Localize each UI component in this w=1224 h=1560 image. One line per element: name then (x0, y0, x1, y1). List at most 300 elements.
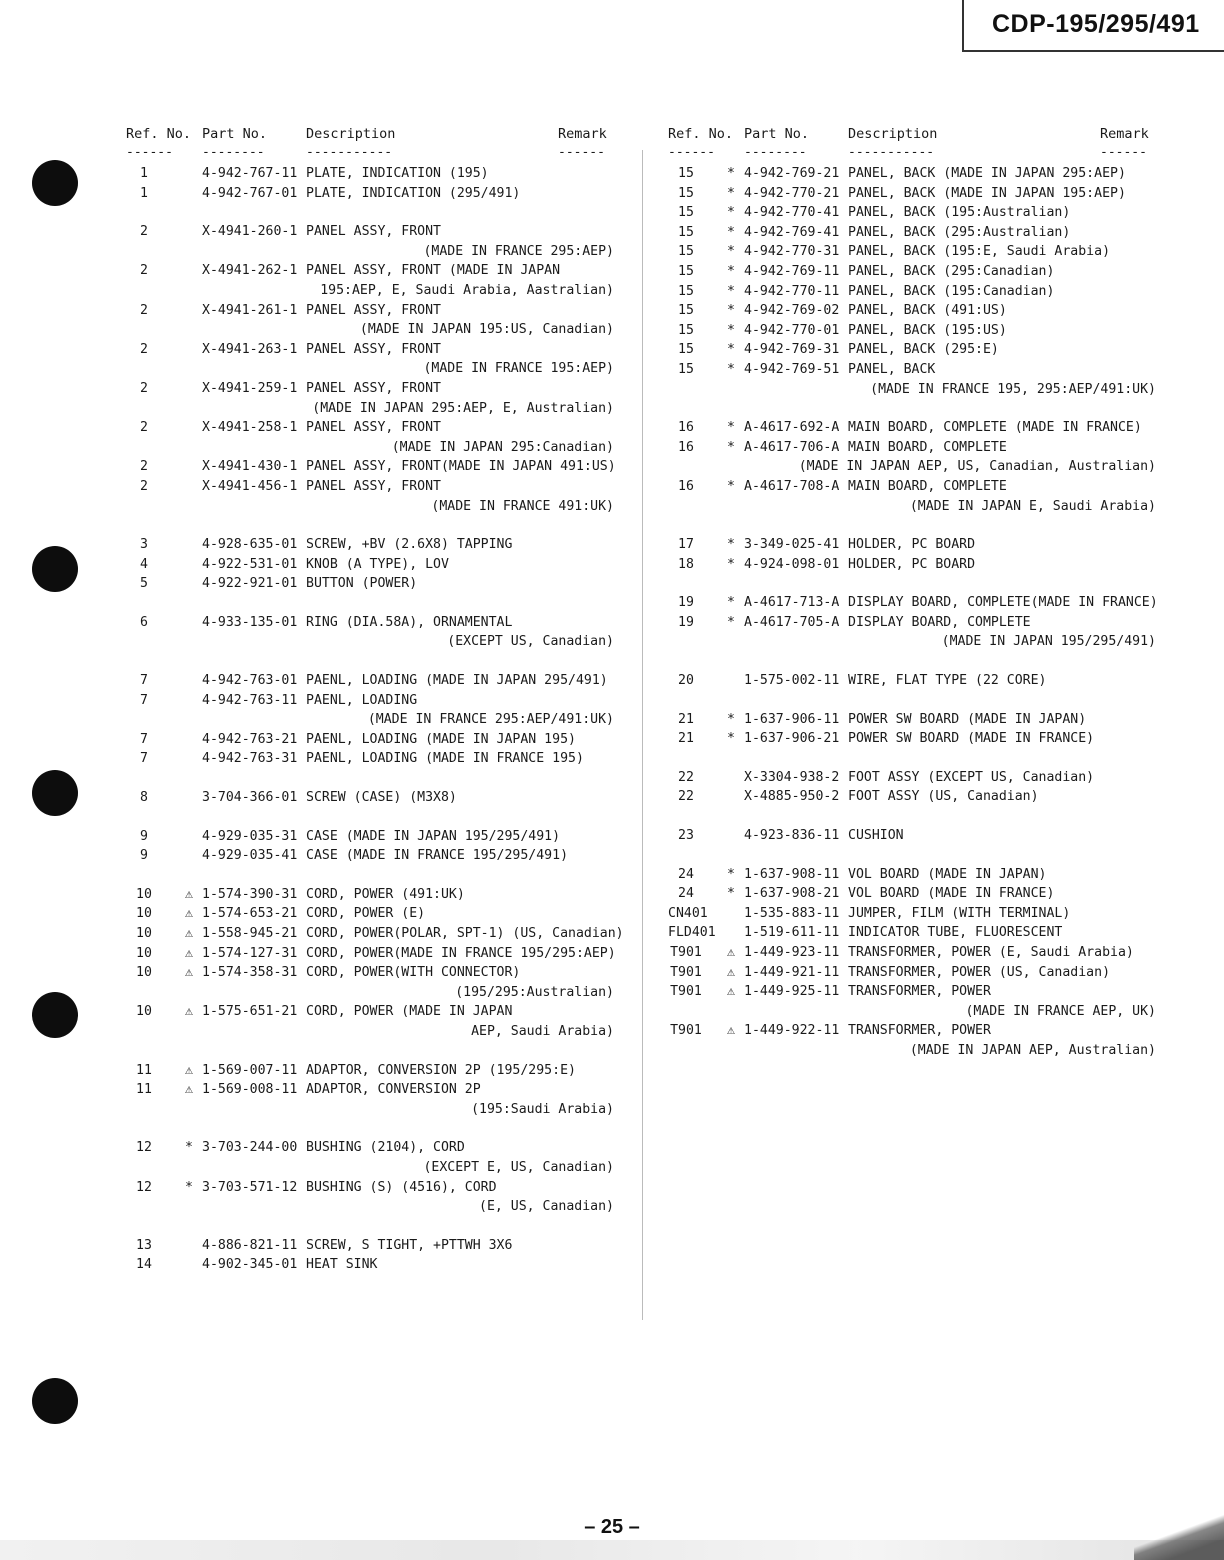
part-description: PANEL, BACK (848, 361, 936, 377)
ref-no: 7 (140, 692, 148, 708)
part-row (668, 360, 1178, 380)
ref-no: T901 (670, 945, 702, 960)
part-number: X-4941-258-1 (202, 420, 298, 436)
mark-symbol: * (727, 537, 735, 553)
remark-continuation: (195/295:Australian) (455, 984, 614, 1000)
part-row (126, 730, 636, 750)
mark-symbol: * (727, 556, 735, 572)
part-number: X-4941-430-1 (202, 459, 298, 475)
remark-continuation: (MADE IN JAPAN 295:Canadian) (391, 439, 614, 455)
part-description: PANEL ASSY, FRONT (306, 224, 441, 240)
part-number: A-4617-713-A (744, 595, 840, 611)
part-row (126, 1080, 636, 1100)
part-row (668, 242, 1178, 262)
remark-continuation: (MADE IN JAPAN 195:US, Canadian) (359, 322, 614, 338)
part-number: 1-569-007-11 (202, 1062, 298, 1078)
part-row (668, 963, 1178, 983)
ref-no: 15 (678, 283, 694, 299)
part-number: 3-703-571-12 (202, 1179, 298, 1195)
part-number: X-4885-950-2 (744, 789, 840, 805)
part-description: PANEL, BACK (195:US) (848, 322, 1007, 338)
part-description: CORD, POWER(POLAR, SPT-1) (US, Canadian) (306, 926, 624, 941)
part-number: X-4941-259-1 (202, 380, 298, 396)
ref-no: 9 (140, 848, 148, 864)
ref-no: 15 (678, 263, 694, 279)
ref-no: 2 (140, 224, 148, 240)
part-number: 4-942-767-11 (202, 166, 298, 181)
part-row (668, 768, 1178, 788)
ref-no: 16 (678, 439, 694, 455)
part-row (126, 301, 636, 321)
part-description: CORD, POWER (MADE IN JAPAN (306, 1004, 513, 1020)
part-number: 1-449-922-11 (744, 1023, 840, 1039)
part-row (668, 710, 1178, 730)
ref-no: 19 (678, 595, 694, 611)
part-description: PANEL, BACK (195:Canadian) (848, 283, 1055, 299)
part-row (126, 477, 636, 497)
page-number: – 25 – (584, 1516, 640, 1538)
remark-continuation: (E, US, Canadian) (479, 1199, 614, 1215)
part-row (668, 535, 1178, 555)
remark-continuation: (EXCEPT E, US, Canadian) (423, 1159, 614, 1175)
ref-no: 8 (140, 790, 148, 806)
part-number: A-4617-706-A (744, 439, 840, 455)
mark-symbol: * (727, 886, 735, 902)
part-row (126, 904, 636, 924)
mark-symbol: * (727, 185, 735, 201)
part-number: 1-558-945-21 (202, 926, 298, 941)
ref-no: 14 (136, 1257, 152, 1273)
part-description: WIRE, FLAT TYPE (22 CORE) (848, 673, 1047, 689)
part-row (126, 924, 636, 944)
part-description: PLATE, INDICATION (195) (306, 166, 489, 181)
part-description: CUSHION (848, 828, 904, 844)
header-underline: ------ -------- ----------- ------ (668, 145, 1147, 160)
part-description: PANEL, BACK (295:Canadian) (848, 263, 1055, 279)
part-number: 4-929-035-31 (202, 828, 298, 844)
part-description: MAIN BOARD, COMPLETE (848, 478, 1007, 494)
part-description: PANEL, BACK (295:Australian) (848, 224, 1071, 240)
part-description: CORD, POWER(WITH CONNECTOR) (306, 965, 521, 981)
mark-symbol: * (727, 205, 735, 221)
remark-continuation: (MADE IN FRANCE 295:AEP) (423, 243, 614, 259)
ref-no: 15 (678, 166, 694, 181)
part-row (126, 1236, 636, 1256)
part-description: POWER SW BOARD (MADE IN FRANCE) (848, 731, 1095, 747)
part-row (668, 904, 1178, 924)
ref-no: 2 (140, 263, 148, 279)
part-row (668, 164, 1178, 184)
part-row (668, 826, 1178, 846)
part-description: PAENL, LOADING (306, 692, 418, 708)
part-description: SCREW, +BV (2.6X8) TAPPING (306, 537, 513, 553)
part-description: HEAT SINK (306, 1257, 378, 1273)
part-description: PANEL, BACK (491:US) (848, 303, 1007, 319)
ref-no: 7 (140, 673, 148, 689)
ref-no: 2 (140, 302, 148, 318)
ref-no: 10 (136, 945, 152, 961)
ref-no: T901 (670, 964, 702, 980)
header-ref-no: Ref. No. (126, 126, 192, 142)
part-description: VOL BOARD (MADE IN JAPAN) (848, 866, 1047, 882)
part-description: DISPLAY BOARD, COMPLETE (848, 614, 1031, 630)
part-row (126, 184, 636, 204)
ref-no: 21 (678, 731, 694, 747)
part-description: CORD, POWER(MADE IN FRANCE 195/295:AEP) (306, 945, 616, 961)
part-number: 1-449-923-11 (744, 945, 840, 960)
column-header (126, 126, 636, 146)
part-row (126, 749, 636, 769)
part-number: 1-449-925-11 (744, 984, 840, 1000)
part-row (668, 729, 1178, 749)
ref-no: 21 (678, 711, 694, 727)
part-description: BUTTON (POWER) (306, 576, 418, 592)
part-number: 1-535-883-11 (744, 905, 840, 921)
part-row (668, 301, 1178, 321)
part-number: 4-942-763-31 (202, 751, 298, 767)
part-number: A-4617-705-A (744, 614, 840, 630)
part-row (126, 457, 636, 477)
part-row (126, 944, 636, 964)
ref-no: 2 (140, 380, 148, 396)
part-number: 4-928-635-01 (202, 537, 298, 553)
part-number: 1-449-921-11 (744, 964, 840, 980)
ref-no: 1 (140, 166, 148, 181)
mark-symbol: * (727, 478, 735, 494)
part-description: CORD, POWER (E) (306, 906, 426, 922)
part-description: INDICATOR TUBE, FLUORESCENT (848, 925, 1063, 941)
remark-continuation: (MADE IN JAPAN AEP, Australian) (909, 1042, 1156, 1058)
part-description: CASE (MADE IN JAPAN 195/295/491) (306, 828, 561, 844)
part-row (668, 555, 1178, 575)
part-row (668, 593, 1178, 613)
part-number: 3-349-025-41 (744, 537, 840, 553)
ref-no: 15 (678, 244, 694, 260)
part-number: X-4941-260-1 (202, 224, 298, 240)
part-description: KNOB (A TYPE), LOV (306, 556, 449, 572)
mark-symbol: * (727, 244, 735, 260)
part-row (126, 846, 636, 866)
ref-no: 17 (678, 537, 694, 553)
column-divider (642, 150, 643, 1320)
header-description: Description (848, 126, 938, 142)
part-number: 4-902-345-01 (202, 1257, 298, 1273)
mark-symbol: * (727, 166, 735, 181)
ref-no: 10 (136, 926, 152, 941)
part-row (126, 1255, 636, 1275)
binder-hole (32, 770, 78, 816)
mark-symbol: * (727, 361, 735, 377)
part-number: 4-933-135-01 (202, 614, 298, 630)
part-number: 1-637-908-11 (744, 866, 840, 882)
mark-symbol: * (727, 614, 735, 630)
mark-symbol: * (727, 595, 735, 611)
binder-hole (32, 1378, 78, 1424)
part-row (126, 1178, 636, 1198)
ref-no: 12 (136, 1140, 152, 1156)
mark-symbol: * (727, 731, 735, 747)
part-number: X-3304-938-2 (744, 769, 840, 785)
binder-hole (32, 160, 78, 206)
part-description: CORD, POWER (491:UK) (306, 886, 465, 902)
safety-warning-icon: ⚠ (185, 945, 193, 961)
part-number: X-4941-262-1 (202, 263, 298, 279)
remark-continuation: (MADE IN JAPAN 195/295/491) (941, 634, 1156, 650)
part-row (126, 613, 636, 633)
header-remark: Remark (558, 126, 607, 142)
part-description: TRANSFORMER, POWER (848, 1023, 991, 1039)
mark-symbol: * (185, 1140, 193, 1156)
header-ref-no: Ref. No. (668, 126, 734, 142)
binder-hole (32, 546, 78, 592)
header-description: Description (306, 126, 396, 142)
part-description: ADAPTOR, CONVERSION 2P (195/295:E) (306, 1062, 576, 1078)
part-row (668, 418, 1178, 438)
remark-continuation: (EXCEPT US, Canadian) (447, 634, 614, 650)
ref-no: 9 (140, 828, 148, 844)
ref-no: 11 (136, 1062, 152, 1078)
ref-no: 2 (140, 420, 148, 436)
part-number: X-4941-456-1 (202, 478, 298, 494)
remark-continuation: (MADE IN FRANCE 195, 295:AEP/491:UK) (870, 381, 1156, 397)
part-number: 4-942-769-11 (744, 263, 840, 279)
part-description: PANEL, BACK (295:E) (848, 342, 999, 358)
part-number: 1-575-002-11 (744, 673, 840, 689)
part-description: PANEL ASSY, FRONT (306, 380, 441, 396)
part-row (126, 885, 636, 905)
safety-warning-icon: ⚠ (727, 964, 735, 980)
ref-no: 11 (136, 1082, 152, 1098)
part-row (126, 788, 636, 808)
part-description: PAENL, LOADING (MADE IN JAPAN 195) (306, 731, 576, 747)
ref-no: 24 (678, 866, 694, 882)
mark-symbol: * (727, 322, 735, 338)
safety-warning-icon: ⚠ (727, 945, 735, 960)
part-row (668, 438, 1178, 458)
ref-no: 10 (136, 886, 152, 902)
part-number: 4-942-769-31 (744, 342, 840, 358)
remark-continuation: (195:Saudi Arabia) (471, 1101, 614, 1117)
scan-edge (0, 1540, 1224, 1560)
remark-continuation: 195:AEP, E, Saudi Arabia, Aastralian) (320, 282, 614, 298)
part-description: ADAPTOR, CONVERSION 2P (306, 1082, 481, 1098)
part-row (126, 164, 636, 184)
part-description: FOOT ASSY (EXCEPT US, Canadian) (848, 769, 1095, 785)
part-number: 4-942-769-51 (744, 361, 840, 377)
part-description: SCREW (CASE) (M3X8) (306, 790, 457, 806)
part-number: 1-637-906-21 (744, 731, 840, 747)
safety-warning-icon: ⚠ (185, 1082, 193, 1098)
part-number: 4-922-531-01 (202, 556, 298, 572)
ref-no: 15 (678, 205, 694, 221)
safety-warning-icon: ⚠ (185, 926, 193, 941)
part-row (126, 827, 636, 847)
part-row (668, 223, 1178, 243)
ref-no: 2 (140, 459, 148, 475)
mark-symbol: * (727, 303, 735, 319)
part-description: HOLDER, PC BOARD (848, 537, 976, 553)
part-number: 4-922-921-01 (202, 576, 298, 592)
model-header-box (962, 0, 1224, 52)
part-row (668, 923, 1178, 943)
ref-no: 6 (140, 614, 148, 630)
part-number: 4-942-770-01 (744, 322, 840, 338)
mark-symbol: * (727, 420, 735, 436)
parts-rows-right (668, 164, 1178, 1061)
part-row (668, 203, 1178, 223)
safety-warning-icon: ⚠ (185, 965, 193, 981)
part-row (126, 671, 636, 691)
part-description: PLATE, INDICATION (295/491) (306, 185, 521, 201)
part-row (126, 418, 636, 438)
part-row (668, 477, 1178, 497)
mark-symbol: * (727, 263, 735, 279)
ref-no: 10 (136, 906, 152, 922)
mark-symbol: * (727, 711, 735, 727)
part-row (668, 982, 1178, 1002)
ref-no: 15 (678, 303, 694, 319)
safety-warning-icon: ⚠ (727, 1023, 735, 1039)
ref-no: 23 (678, 828, 694, 844)
part-number: 3-704-366-01 (202, 790, 298, 806)
ref-no: 7 (140, 731, 148, 747)
part-row (668, 340, 1178, 360)
ref-no: T901 (670, 1023, 702, 1039)
part-number: 1-575-651-21 (202, 1004, 298, 1020)
part-number: 1-519-611-11 (744, 925, 840, 941)
part-description: FOOT ASSY (US, Canadian) (848, 789, 1039, 805)
part-row (668, 613, 1178, 633)
part-description: PANEL, BACK (195:Australian) (848, 205, 1071, 221)
header-part-no: Part No. (202, 126, 268, 142)
part-description: DISPLAY BOARD, COMPLETE(MADE IN FRANCE) (848, 595, 1158, 611)
part-number: 4-929-035-41 (202, 848, 298, 864)
part-number: 1-569-008-11 (202, 1082, 298, 1098)
part-row (668, 943, 1178, 963)
part-number: A-4617-692-A (744, 420, 840, 436)
safety-warning-icon: ⚠ (185, 906, 193, 922)
part-row (668, 321, 1178, 341)
mark-symbol: * (727, 283, 735, 299)
mark-symbol: * (727, 224, 735, 240)
part-number: 1-637-908-21 (744, 886, 840, 902)
part-number: X-4941-261-1 (202, 302, 298, 318)
part-description: HOLDER, PC BOARD (848, 556, 976, 572)
ref-no: 2 (140, 341, 148, 357)
part-description: PANEL ASSY, FRONT (MADE IN JAPAN (306, 263, 561, 279)
part-row (126, 261, 636, 281)
part-description: PANEL, BACK (MADE IN JAPAN 295:AEP) (848, 166, 1126, 181)
part-number: 4-942-763-11 (202, 692, 298, 708)
ref-no: 20 (678, 673, 694, 689)
part-number: 4-942-770-11 (744, 283, 840, 299)
ref-no: 19 (678, 614, 694, 630)
part-number: 4-886-821-11 (202, 1237, 298, 1253)
part-number: 4-923-836-11 (744, 828, 840, 844)
part-description: RING (DIA.58A), ORNAMENTAL (306, 614, 513, 630)
part-description: PANEL, BACK (MADE IN JAPAN 195:AEP) (848, 185, 1126, 201)
ref-no: 15 (678, 185, 694, 201)
safety-warning-icon: ⚠ (185, 1004, 193, 1020)
part-number: 1-574-653-21 (202, 906, 298, 922)
part-row (668, 1021, 1178, 1041)
part-description: JUMPER, FILM (WITH TERMINAL) (848, 905, 1071, 921)
part-row (126, 379, 636, 399)
part-number: 1-574-127-31 (202, 945, 298, 961)
part-number: X-4941-263-1 (202, 341, 298, 357)
ref-no: 12 (136, 1179, 152, 1195)
part-number: 4-942-770-21 (744, 185, 840, 201)
part-number: 4-942-763-21 (202, 731, 298, 747)
part-number: 4-942-769-41 (744, 224, 840, 240)
part-row (126, 691, 636, 711)
remark-continuation: (MADE IN FRANCE 295:AEP/491:UK) (367, 712, 614, 728)
header-underline: ------ -------- ----------- ------ (126, 145, 605, 160)
part-number: 4-942-767-01 (202, 185, 298, 201)
safety-warning-icon: ⚠ (185, 1062, 193, 1078)
part-row (668, 282, 1178, 302)
part-row (126, 222, 636, 242)
ref-no: 5 (140, 576, 148, 592)
part-description: PANEL, BACK (195:E, Saudi Arabia) (848, 244, 1111, 260)
ref-no: 15 (678, 342, 694, 358)
mark-symbol: * (727, 439, 735, 455)
part-description: POWER SW BOARD (MADE IN JAPAN) (848, 711, 1087, 727)
part-number: 4-924-098-01 (744, 556, 840, 572)
part-description: PANEL ASSY, FRONT(MADE IN JAPAN 491:US) (306, 459, 616, 475)
remark-continuation: AEP, Saudi Arabia) (471, 1023, 614, 1039)
part-description: PANEL ASSY, FRONT (306, 302, 441, 318)
ref-no: 15 (678, 361, 694, 377)
part-row (126, 340, 636, 360)
part-description: VOL BOARD (MADE IN FRANCE) (848, 886, 1055, 902)
part-description: PAENL, LOADING (MADE IN JAPAN 295/491) (306, 673, 608, 689)
mark-symbol: * (727, 866, 735, 882)
part-number: 1-574-390-31 (202, 886, 298, 902)
ref-no: 24 (678, 886, 694, 902)
header-part-no: Part No. (744, 126, 810, 142)
ref-no: 1 (140, 185, 148, 201)
parts-rows-left (126, 164, 636, 1275)
part-description: PANEL ASSY, FRONT (306, 478, 441, 494)
scan-corner-mark (1134, 1510, 1224, 1560)
part-description: SCREW, S TIGHT, +PTTWH 3X6 (306, 1237, 513, 1253)
ref-no: FLD401 (668, 925, 716, 941)
parts-list-right-column (668, 126, 1178, 1061)
part-number: 4-942-769-02 (744, 303, 840, 319)
part-number: 4-942-770-41 (744, 205, 840, 221)
part-description: TRANSFORMER, POWER (E, Saudi Arabia) (848, 945, 1134, 960)
part-description: PAENL, LOADING (MADE IN FRANCE 195) (306, 751, 584, 767)
ref-no: 16 (678, 478, 694, 494)
part-row (668, 865, 1178, 885)
part-row (668, 671, 1178, 691)
part-row (668, 884, 1178, 904)
part-number: 1-574-358-31 (202, 965, 298, 981)
ref-no: 3 (140, 537, 148, 553)
part-row (126, 574, 636, 594)
ref-no: CN401 (668, 905, 708, 921)
remark-continuation: (MADE IN FRANCE 491:UK) (431, 498, 614, 514)
ref-no: 22 (678, 769, 694, 785)
remark-continuation: (MADE IN JAPAN E, Saudi Arabia) (909, 498, 1156, 514)
safety-warning-icon: ⚠ (727, 984, 735, 1000)
part-row (126, 963, 636, 983)
ref-no: 15 (678, 224, 694, 240)
part-description: MAIN BOARD, COMPLETE (MADE IN FRANCE) (848, 420, 1142, 436)
part-description: BUSHING (2104), CORD (306, 1140, 465, 1156)
model-title: CDP-195/295/491 (992, 10, 1200, 38)
